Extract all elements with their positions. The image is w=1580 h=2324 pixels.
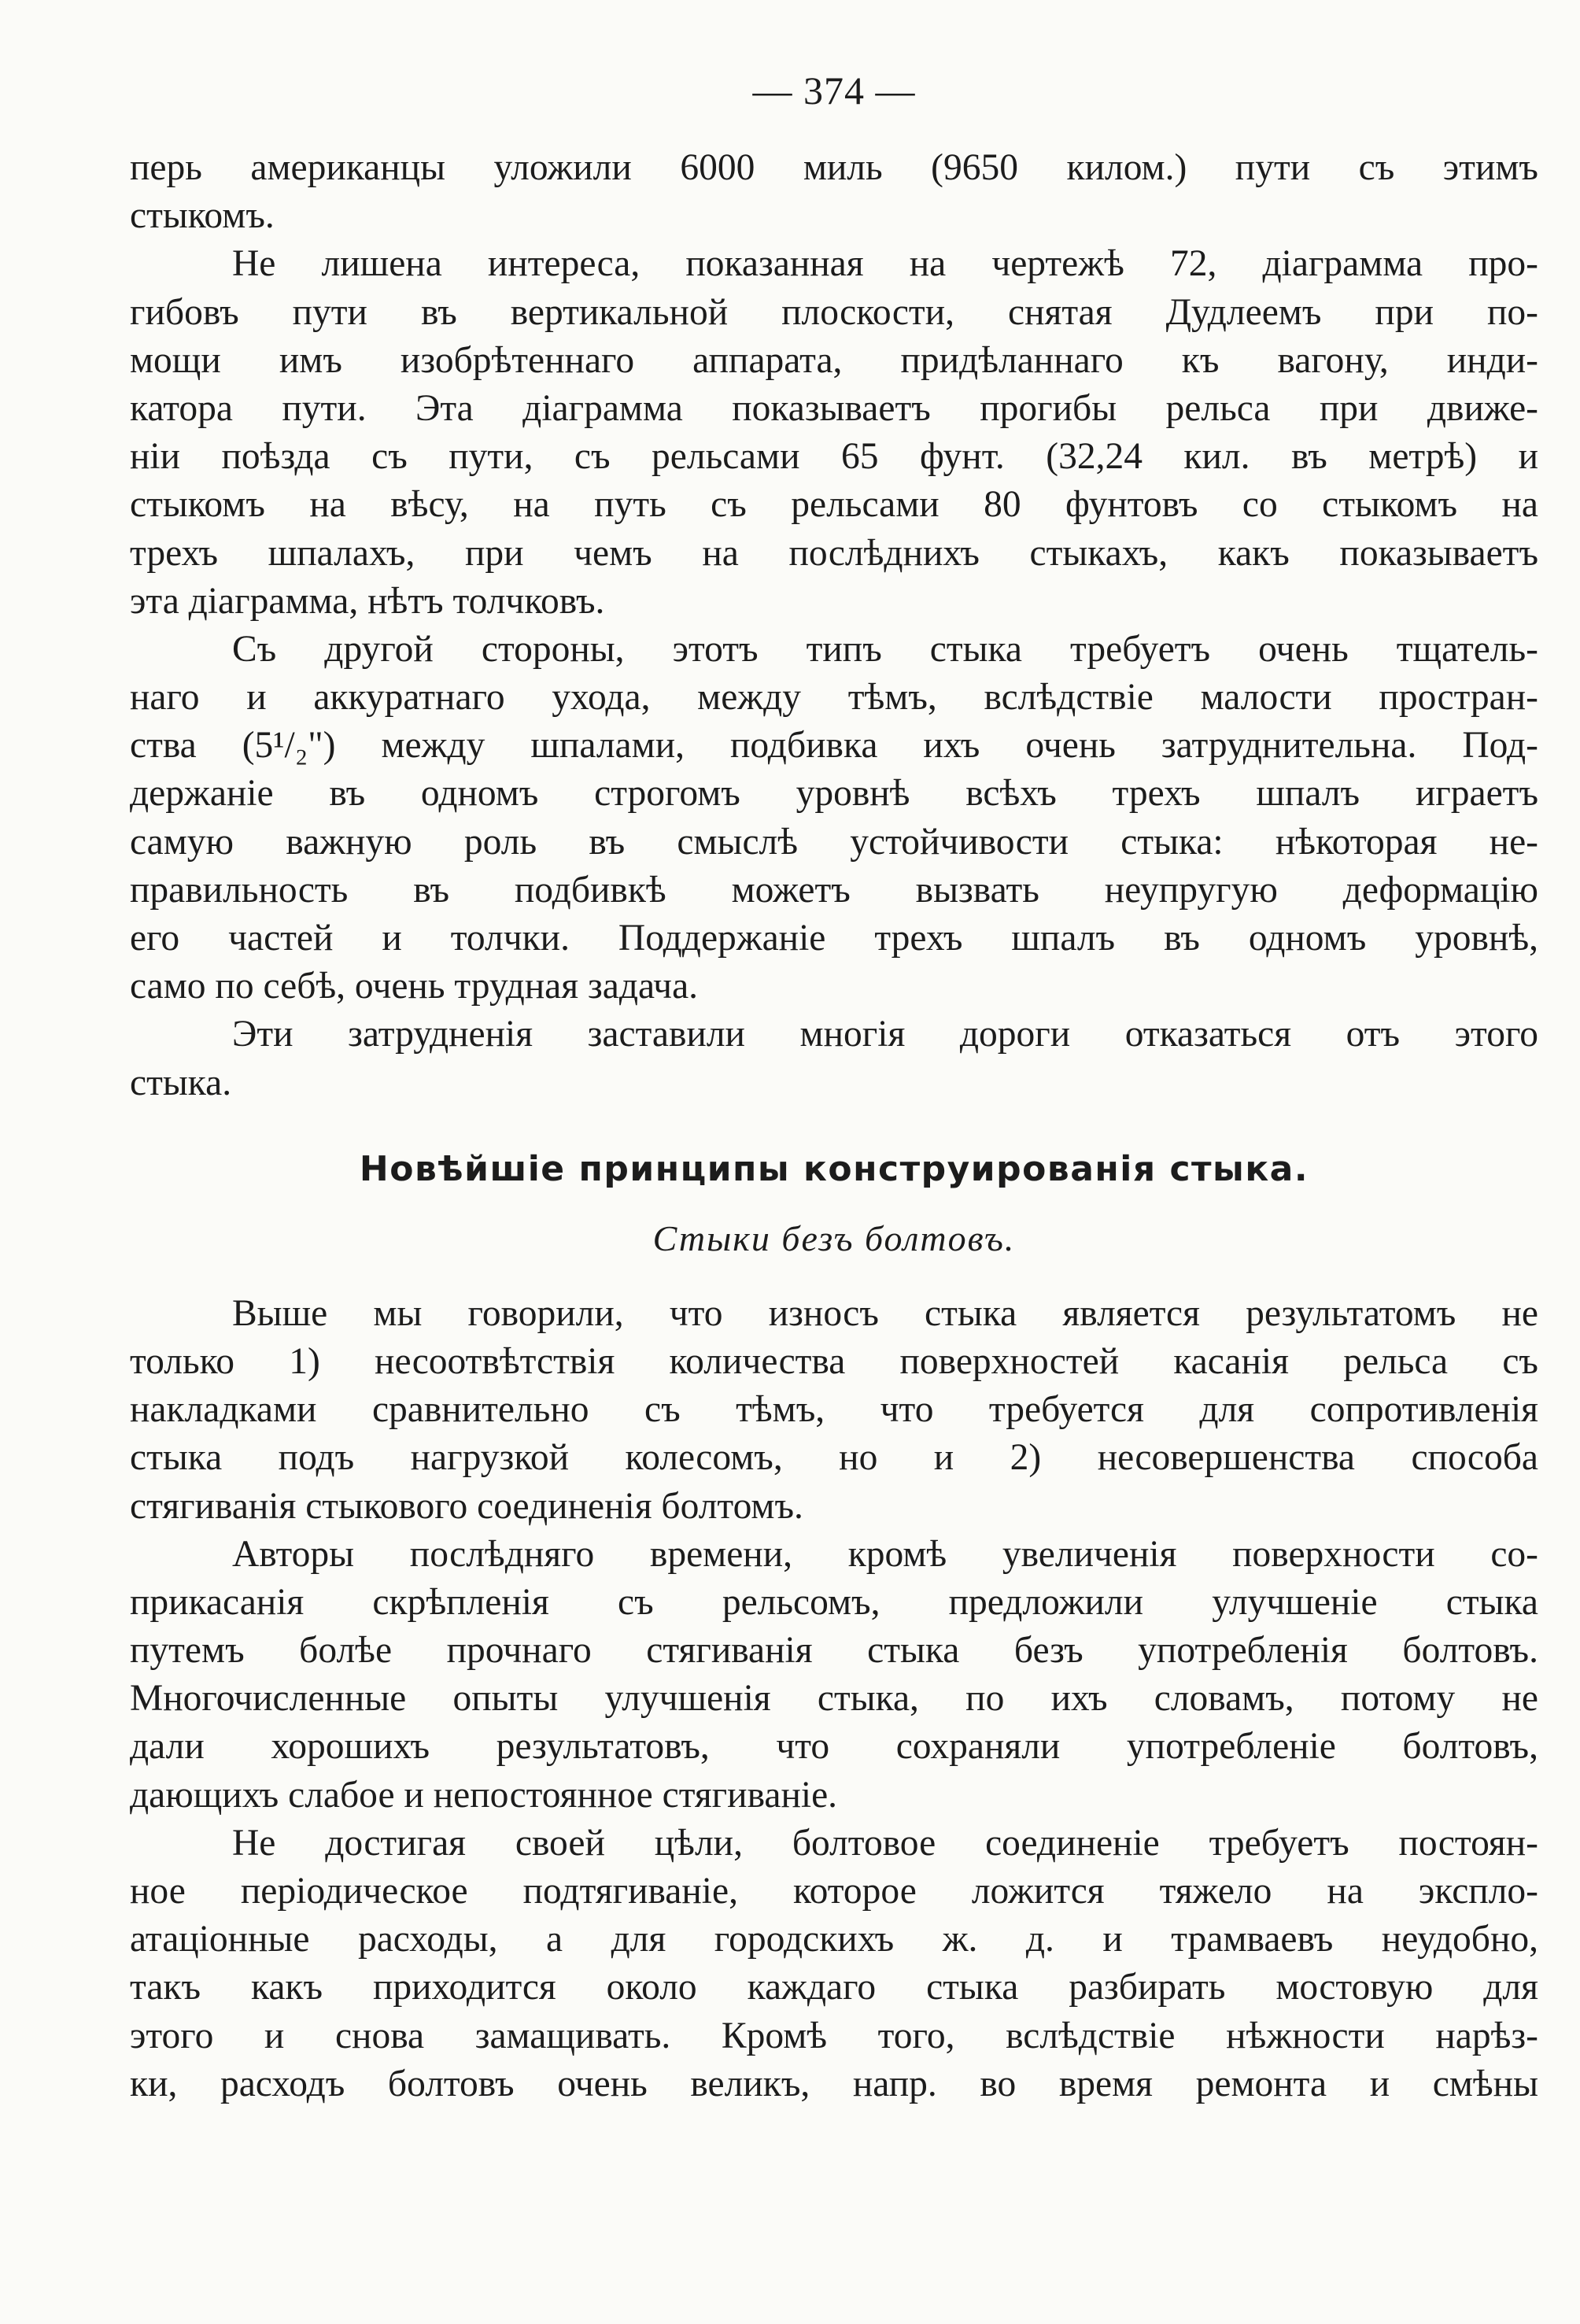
page bbox=[130, 55, 1538, 2108]
text-line: трехъ шпалахъ, при чемъ на послѣднихъ стыкахъ, какъ показываетъ bbox=[130, 532, 1538, 574]
text-line: только 1) несоотвѣтствія количества поверхностей касанія рельса съ bbox=[130, 1340, 1538, 1382]
text-line: ства (5¹/₂") между шпалами, подбивка ихъ очень затруднительна. Под- bbox=[130, 725, 1538, 767]
text-line: наго и аккуратнаго ухода, между тѣмъ, вслѣдствіе малости простран- bbox=[130, 677, 1538, 719]
text-line: дающихъ слабое и непостоянное стягиваніе. bbox=[130, 1774, 838, 1816]
text-line: накладками сравнительно съ тѣмъ, что требуется для сопротивленія bbox=[130, 1389, 1538, 1431]
paragraph bbox=[130, 626, 1538, 1011]
text-line: его частей и толчки. Поддержаніе трехъ шпалъ въ одномъ уровнѣ, bbox=[130, 918, 1538, 959]
paragraph bbox=[130, 1531, 1538, 1820]
text-line: держаніе въ одномъ строгомъ уровнѣ всѣхъ трехъ шпалъ играетъ bbox=[130, 773, 1538, 815]
text-line: Съ другой стороны, этотъ типъ стыка требуетъ очень тщатель- bbox=[232, 628, 1538, 670]
text-line: стыкомъ. bbox=[130, 195, 275, 237]
text-line: стягиванія стыкового соединенія болтомъ. bbox=[130, 1485, 803, 1527]
text-line: само по себѣ, очень трудная задача. bbox=[130, 966, 699, 1007]
text-line: правильность въ подбивкѣ можетъ вызвать неупругую деформацію bbox=[130, 869, 1538, 911]
text-line: такъ какъ приходится около каждаго стыка разбирать мостовую для bbox=[130, 1967, 1538, 2008]
text-line: атаціонные расходы, а для городскихъ ж. д. и трамваевъ неудобно, bbox=[130, 1919, 1538, 1960]
paragraph bbox=[130, 240, 1538, 626]
text-line: путемъ болѣе прочнаго стягиванія стыка безъ употребленія болтовъ. bbox=[130, 1630, 1538, 1672]
text-line: стыка подъ нагрузкой колесомъ, но и 2) несовершенства способа bbox=[130, 1437, 1538, 1479]
text-line: прикасанія скрѣпленія съ рельсомъ, предложили улучшеніе стыка bbox=[130, 1581, 1538, 1623]
text-line: гибовъ пути въ вертикальной плоскости, снятая Дудлеемъ при по- bbox=[130, 291, 1538, 333]
text-line: этого и снова замащивать. Кромѣ того, вслѣдствіе нѣжности нарѣз- bbox=[130, 2015, 1538, 2056]
text-line: катора пути. Эта діаграмма показываетъ прогибы рельса при движе- bbox=[130, 387, 1538, 429]
paragraph bbox=[130, 1290, 1538, 1531]
text-line: Авторы послѣдняго времени, кромѣ увеличенія поверхности со- bbox=[232, 1533, 1538, 1575]
text-line: перь американцы уложили 6000 миль (9650 килом.) пути съ этимъ bbox=[130, 147, 1538, 188]
text-line: Не лишена интереса, показанная на чертежѣ 72, діаграмма про- bbox=[232, 243, 1538, 285]
page-number: — 374 — bbox=[752, 68, 916, 113]
text-line: Не достигая своей цѣли, болтовое соединеніе требуетъ постоян- bbox=[232, 1822, 1538, 1864]
section-subheading: Стыки безъ болтовъ. bbox=[652, 1217, 1016, 1258]
text-line: дали хорошихъ результатовъ, что сохраняли употребленіе болтовъ, bbox=[130, 1726, 1538, 1768]
body-text-top bbox=[130, 144, 1538, 1107]
paragraph bbox=[130, 1820, 1538, 2108]
text-line: Выше мы говорили, что износъ стыка является результатомъ не bbox=[232, 1292, 1538, 1334]
text-line: ки, расходъ болтовъ очень великъ, напр. во время ремонта и смѣны bbox=[130, 2063, 1538, 2104]
section-heading: Новѣйшіе принципы конструированія стыка. bbox=[359, 1148, 1309, 1189]
paragraph bbox=[130, 144, 1538, 240]
text-line: самую важную роль въ смыслѣ устойчивости стыка: нѣкоторая не- bbox=[130, 821, 1538, 863]
text-line: мощи имъ изобрѣтеннаго аппарата, придѣланнаго къ вагону, инди- bbox=[130, 339, 1538, 381]
text-line: Эти затрудненія заставили многія дороги отказаться отъ этого bbox=[232, 1014, 1538, 1055]
text-line: стыкомъ на вѣсу, на путь съ рельсами 80 фунтовъ со стыкомъ на bbox=[130, 484, 1538, 526]
body-text-bottom bbox=[130, 1290, 1538, 2108]
text-line: ніи поѣзда съ пути, съ рельсами 65 фунт. (32,24 кил. въ метрѣ) и bbox=[130, 436, 1538, 478]
text-line: стыка. bbox=[130, 1062, 232, 1103]
text-line: ное періодическое подтягиваніе, которое ложится тяжело на эксплo- bbox=[130, 1871, 1538, 1912]
text-line: эта діаграмма, нѣтъ толчковъ. bbox=[130, 580, 605, 622]
paragraph bbox=[130, 1011, 1538, 1107]
text-line: Многочисленные опыты улучшенія стыка, по ихъ словамъ, потому не bbox=[130, 1678, 1538, 1720]
